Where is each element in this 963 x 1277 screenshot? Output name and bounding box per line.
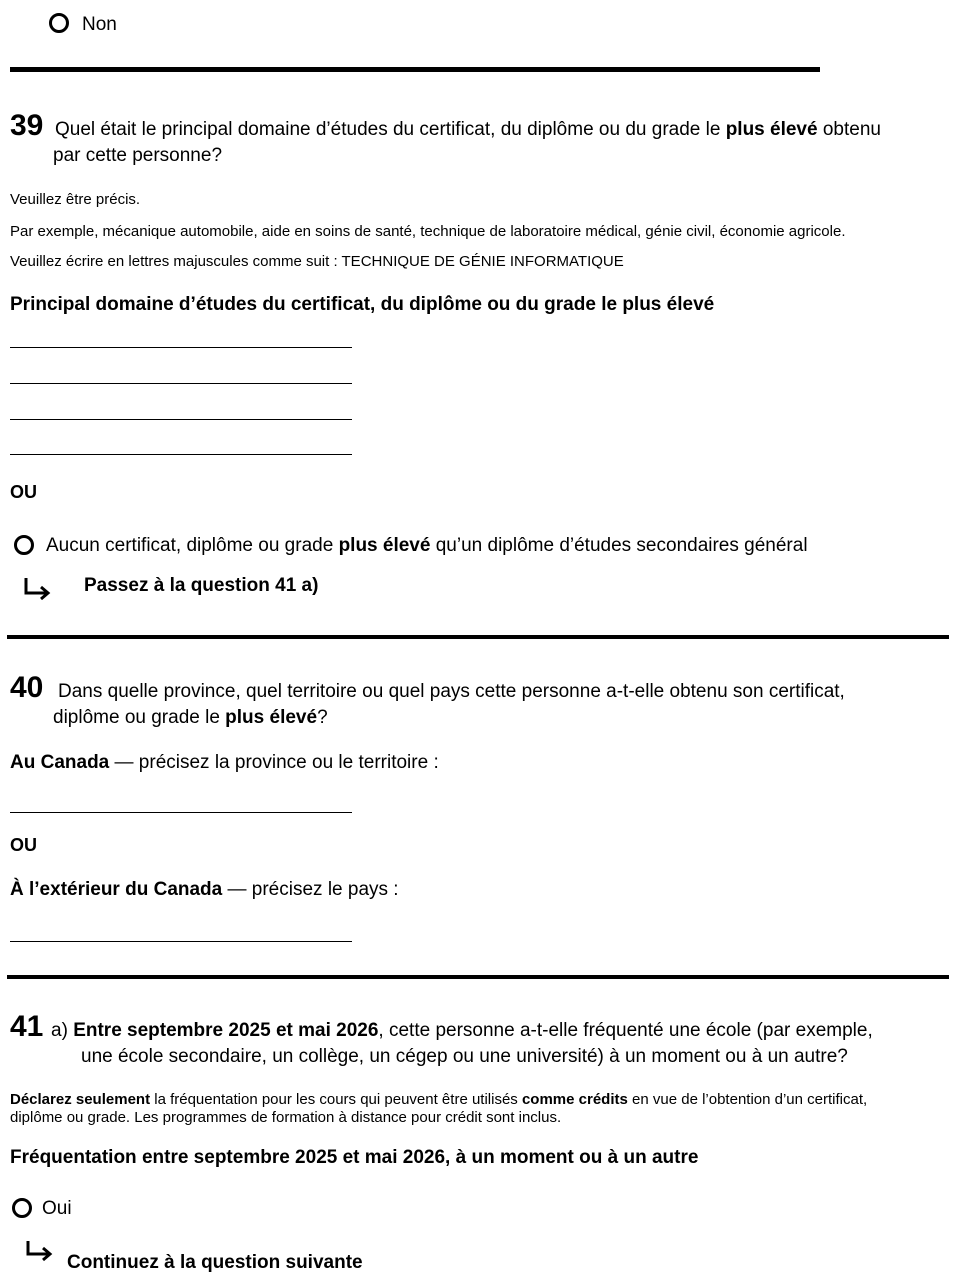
non-label: Non: [82, 14, 117, 35]
section-divider: [7, 635, 949, 639]
q39-write-line-1[interactable]: [10, 347, 352, 348]
q40-outside-label: À l’extérieur du Canada — précisez le pays :: [10, 879, 399, 900]
q40-canada-label: Au Canada — précisez la province ou le territoire :: [10, 752, 439, 773]
section-divider: [7, 975, 949, 979]
question-41-text-line2: une école secondaire, un collège, un cégep ou une université) à un moment ou à un autre?: [81, 1046, 848, 1067]
non-radio[interactable]: [49, 13, 69, 33]
q41-continue-instruction: Continuez à la question suivante: [67, 1252, 363, 1273]
q41-yes-label: Oui: [42, 1198, 72, 1219]
question-39-text: Quel était le principal domaine d’études du certificat, du diplôme ou du grade le plus élevé obtenu: [55, 119, 881, 140]
q41-note-line2: diplôme ou grade. Les programmes de formation à distance pour crédit sont inclus.: [10, 1109, 562, 1126]
question-39-number: 39: [10, 109, 44, 142]
q39-or-label: OU: [10, 482, 37, 502]
skip-arrow-icon: [22, 576, 52, 600]
question-40-number: 40: [10, 671, 44, 704]
q39-note-examples: Par exemple, mécanique automobile, aide en soins de santé, technique de laboratoire médical, génie civil, économie agricole.: [10, 223, 846, 240]
q39-write-line-4[interactable]: [10, 454, 352, 455]
q39-write-line-3[interactable]: [10, 419, 352, 420]
q39-note-precise: Veuillez être précis.: [10, 191, 141, 208]
q40-country-write-line[interactable]: [10, 941, 352, 942]
section-divider: [10, 67, 820, 72]
q39-write-line-2[interactable]: [10, 383, 352, 384]
question-40-text-line2: diplôme ou grade le plus élevé?: [53, 707, 328, 728]
question-41-text: a) Entre septembre 2025 et mai 2026, cette personne a-t-elle fréquenté une école (par exemple,: [51, 1020, 873, 1041]
q41-note: Déclarez seulement la fréquentation pour les cours qui peuvent être utilisés comme crédits en vue de l’obtention d’un certificat,: [10, 1091, 868, 1108]
q39-no-higher-label: Aucun certificat, diplôme ou grade plus élevé qu’un diplôme d’études secondaires général: [46, 535, 808, 556]
question-40-text: Dans quelle province, quel territoire ou quel pays cette personne a-t-elle obtenu son certificat,: [58, 681, 845, 702]
q40-or-label: OU: [10, 835, 37, 855]
q39-note-uppercase: Veuillez écrire en lettres majuscules comme suit : TECHNIQUE DE GÉNIE INFORMATIQUE: [10, 253, 624, 270]
q40-canada-write-line[interactable]: [10, 812, 352, 813]
q39-skip-instruction: Passez à la question 41 a): [84, 575, 319, 596]
q41-field-label: Fréquentation entre septembre 2025 et mai 2026, à un moment ou à un autre: [10, 1147, 699, 1168]
continue-arrow-icon: [24, 1239, 54, 1263]
q41-yes-radio[interactable]: [12, 1198, 32, 1218]
q39-no-higher-radio[interactable]: [14, 535, 34, 555]
question-41-number: 41: [10, 1010, 44, 1043]
question-39-text-line2: par cette personne?: [53, 145, 223, 166]
q39-field-label: Principal domaine d’études du certificat, du diplôme ou du grade le plus élevé: [10, 294, 715, 315]
